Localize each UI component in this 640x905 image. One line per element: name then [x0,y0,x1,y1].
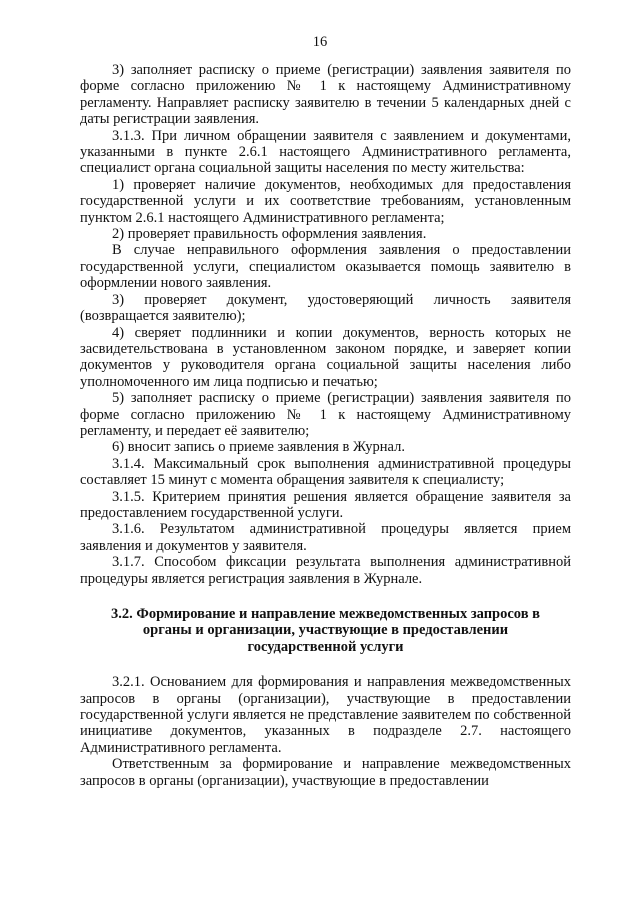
paragraph: 3) проверяет документ, удостоверяющий личность заявителя (возвращается заявителю); [80,291,571,325]
paragraph: 3.1.6. Результатом административной процедуры является прием заявления и документов у заявителя. [80,521,571,554]
paragraph: 3.2.1. Основанием для формирования и направления межведомственных запросов в органы (организации), участвующие в предоставлении государственной услуги является не представление заявителем по собственной инициативе документов, указанных в подразделе 2.7. настоящего Административного регламента. [80,674,571,756]
paragraph: 5) заполняет расписку о приеме (регистрации) заявления заявителя по форме согласно приложению № 1 к настоящему Административному регламенту, и передает её заявителю; [80,390,571,439]
paragraph: В случае неправильного оформления заявления о предоставлении государственной услуги, специалистом оказывается помощь заявителю в оформлении нового заявления. [80,242,571,292]
paragraph: 3.1.3. При личном обращении заявителя с заявлением и документами, указанными в пункте 2.6.1 настоящего Административного регламента, специалист органа социальной защиты населения по месту жительства: [80,127,571,177]
paragraph: 2) проверяет правильность оформления заявления. [112,226,427,243]
section-heading: 3.2. Формирование и направление межведомственных запросов в органы и организации, участвующие в предоставлении государственной услуги [111,606,540,655]
paragraph: 3) заполняет расписку о приеме (регистрации) заявления заявителя по форме согласно приложению № 1 к настоящему Административному регламенту. Направляет расписку заявителю в течении 5 календарных дней с даты регистрации заявления. [80,62,571,128]
page-number: 16 [312,34,328,50]
paragraph: 3.1.7. Способом фиксации результата выполнения административной процедуры является регистрация заявления в Журнале. [80,554,571,587]
document-body [80,62,571,789]
paragraph: 4) сверяет подлинники и копии документов, верность которых не засвидетельствована в установленном законом порядке, и заверяет копии документов у руководителя органа социальной защиты населения либо уполномоченного им лица подписью и печатью; [80,324,571,390]
paragraph: 6) вносит запись о приеме заявления в Журнал. [112,439,405,456]
paragraph: 3.1.5. Критерием принятия решения является обращение заявителя за предоставлением государственной услуги. [80,488,571,521]
paragraph: 1) проверяет наличие документов, необходимых для предоставления государственной услуги и их соответствие требованиям, установленным пунктом 2.6.1 настоящего Административного регламента; [80,176,571,226]
paragraph: 3.1.4. Максимальный срок выполнения административной процедуры составляет 15 минут с момента обращения заявителя к специалисту; [80,455,571,489]
paragraph: Ответственным за формирование и направление межведомственных запросов в органы (организации), участвующие в предоставлении [80,756,571,789]
